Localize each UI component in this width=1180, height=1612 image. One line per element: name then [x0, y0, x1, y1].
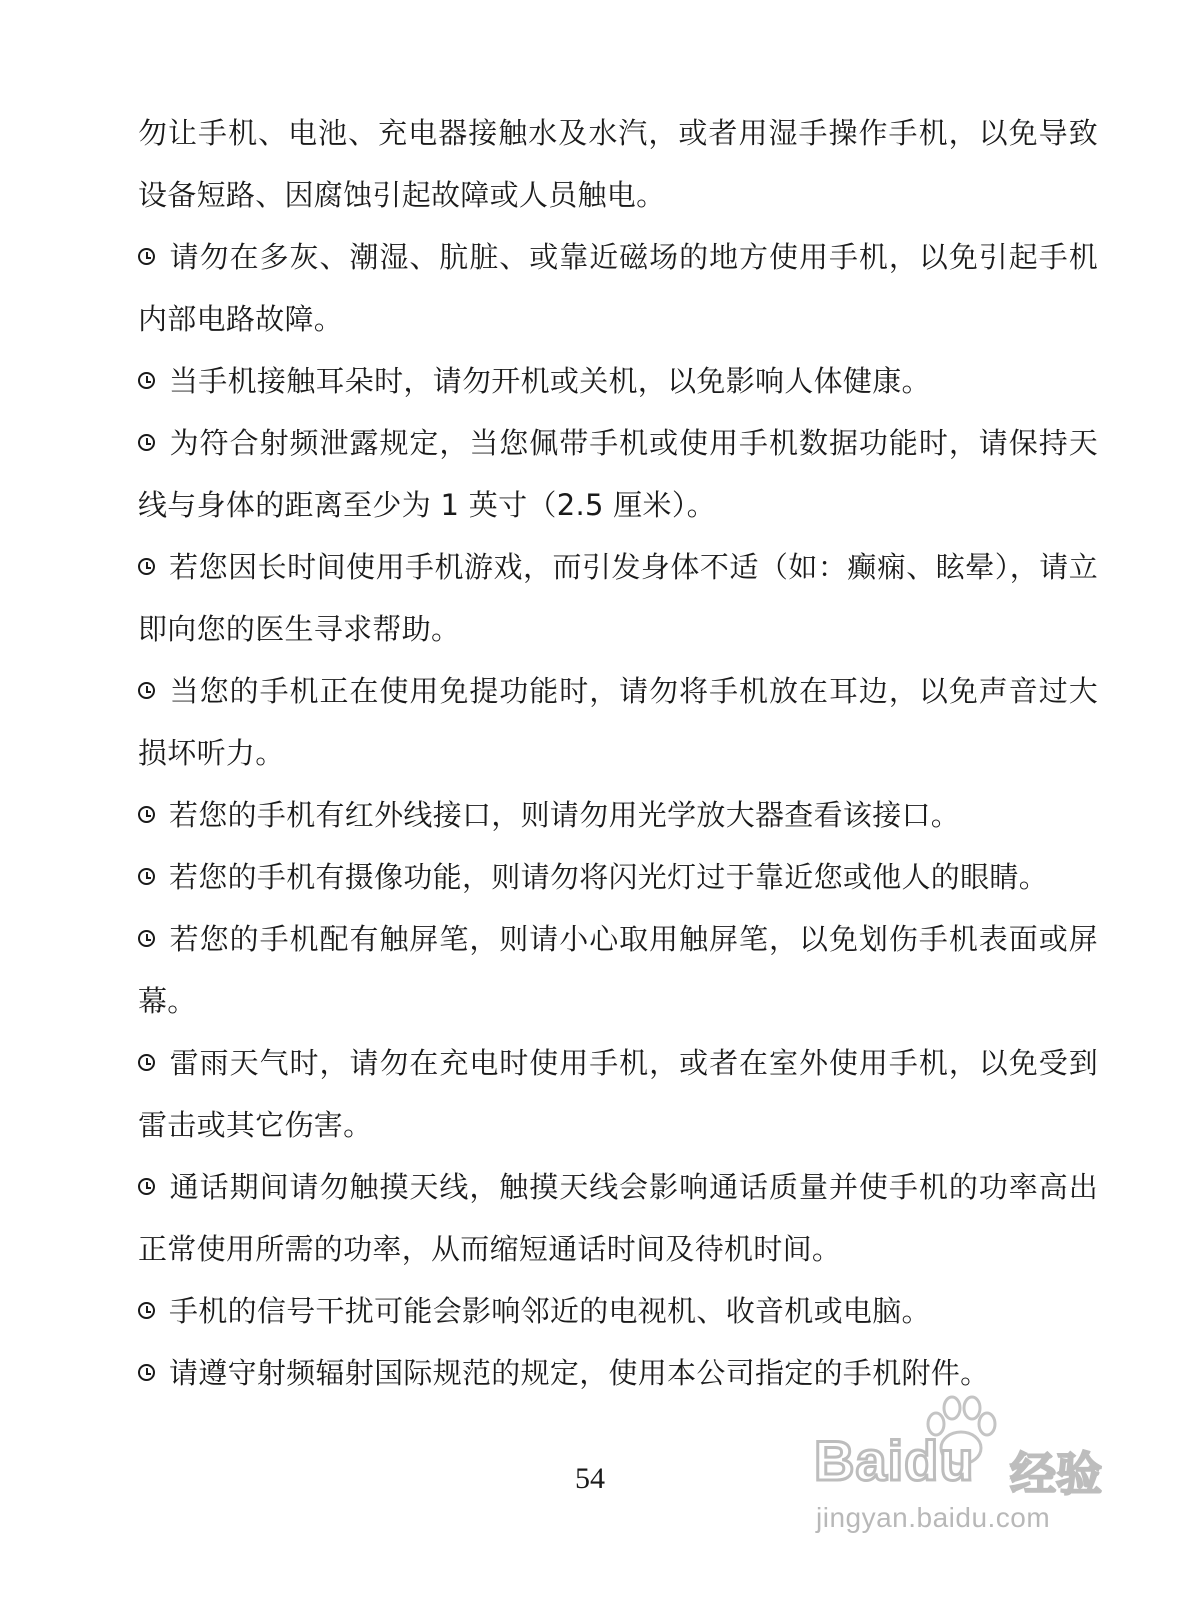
clock-icon: [138, 682, 155, 699]
paragraph-text: 当您的手机正在使用免提功能时，请勿将手机放在耳边，以免声音过大损坏听力。: [138, 674, 1098, 770]
clock-icon: [138, 558, 155, 575]
bullet-paragraph: [138, 1156, 1098, 1280]
clock-icon: [138, 248, 155, 265]
paragraph-text: 当手机接触耳朵时，请勿开机或关机，以免影响人体健康。: [169, 364, 931, 398]
paragraph-text: 勿让手机、电池、充电器接触水及水汽，或者用湿手操作手机，以免导致设备短路、因腐蚀引起故障或人员触电。: [138, 116, 1098, 212]
bullet-paragraph: [138, 908, 1098, 1032]
bullet-paragraph: [138, 846, 1098, 908]
document-body: [138, 102, 1098, 1404]
paragraph-text: 若您因长时间使用手机游戏，而引发身体不适（如：癫痫、眩晕），请立即向您的医生寻求帮助。: [138, 550, 1098, 646]
clock-icon: [138, 806, 155, 823]
paragraph-text: 为符合射频泄露规定，当您佩带手机或使用手机数据功能时，请保持天线与身体的距离至少为 1 英寸（2.5 厘米）。: [138, 426, 1098, 522]
bullet-paragraph: [138, 226, 1098, 350]
paragraph-text: 请勿在多灰、潮湿、肮脏、或靠近磁场的地方使用手机，以免引起手机内部电路故障。: [138, 240, 1098, 336]
paragraph-text: 请遵守射频辐射国际规范的规定，使用本公司指定的手机附件。: [169, 1356, 990, 1390]
paragraph-text: 手机的信号干扰可能会影响邻近的电视机、收音机或电脑。: [169, 1294, 931, 1328]
watermark-subtitle: 经验: [1010, 1447, 1102, 1501]
bullet-paragraph: [138, 1280, 1098, 1342]
bullet-paragraph: [138, 350, 1098, 412]
paragraph-text: 若您的手机有红外线接口，则请勿用光学放大器查看该接口。: [169, 798, 961, 832]
clock-icon: [138, 868, 155, 885]
paragraph-text: 雷雨天气时，请勿在充电时使用手机，或者在室外使用手机，以免受到雷击或其它伤害。: [138, 1046, 1098, 1142]
page-number: 54: [575, 1462, 605, 1495]
bullet-paragraph: [138, 536, 1098, 660]
clock-icon: [138, 930, 155, 947]
clock-icon: [138, 1364, 155, 1381]
paragraph: [138, 102, 1098, 226]
bullet-paragraph: [138, 784, 1098, 846]
paragraph-text: 通话期间请勿触摸天线，触摸天线会影响通话质量并使手机的功率高出正常使用所需的功率，从而缩短通话时间及待机时间。: [138, 1170, 1098, 1266]
clock-icon: [138, 1302, 155, 1319]
bullet-paragraph: [138, 660, 1098, 784]
watermark-url: jingyan.baidu.com: [816, 1502, 1051, 1533]
baidu-watermark: [800, 1392, 1140, 1542]
clock-icon: [138, 372, 155, 389]
bullet-paragraph: [138, 412, 1098, 536]
clock-icon: [138, 1178, 155, 1195]
watermark-logo: Baidu: [814, 1429, 975, 1492]
bullet-paragraph: [138, 1032, 1098, 1156]
paragraph-text: 若您的手机有摄像功能，则请勿将闪光灯过于靠近您或他人的眼睛。: [169, 860, 1049, 894]
paragraph-text: 若您的手机配有触屏笔，则请小心取用触屏笔，以免划伤手机表面或屏幕。: [138, 922, 1098, 1018]
clock-icon: [138, 434, 155, 451]
clock-icon: [138, 1054, 155, 1071]
